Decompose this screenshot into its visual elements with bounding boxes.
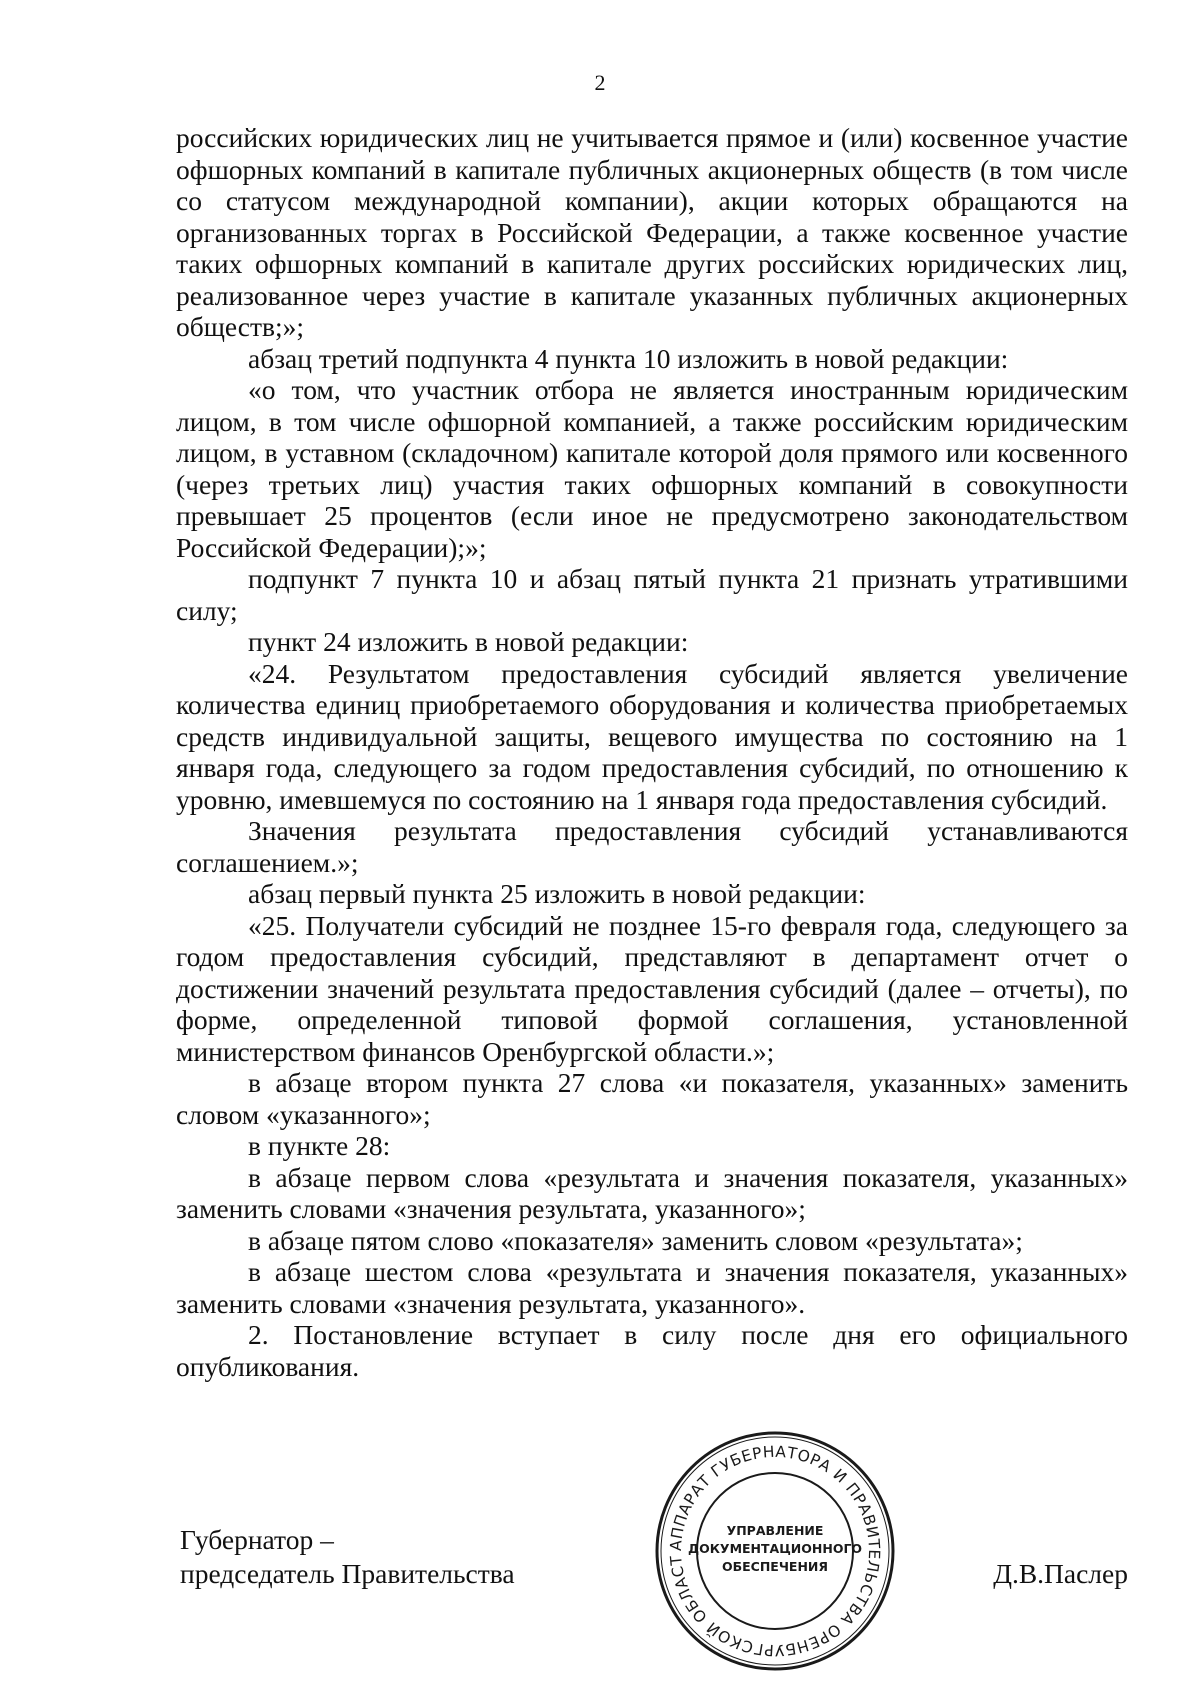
paragraph: подпункт 7 пункта 10 и абзац пятый пункта 21 признать утратившими силу; (176, 563, 1128, 626)
paragraph: абзац третий подпункта 4 пункта 10 изложить в новой редакции: (248, 342, 1009, 374)
svg-text:ОБЕСПЕЧЕНИЯ: ОБЕСПЕЧЕНИЯ (721, 1559, 829, 1574)
paragraph: в абзаце втором пункта 27 слова «и показателя, указанных» заменить словом «указанного»; (176, 1067, 1128, 1130)
paragraph: пункт 24 изложить в новой редакции: (248, 626, 689, 657)
paragraph: «о том, что участник отбора не является иностранным юридическим лицом, в том числе офшорной компанией, а также российским юридическим лицом, в уставном (складочном) капитале которой доля прямого или косвенного (через третьих лиц) участия таких офшорных компаний в совокупности превышает 25 процентов (если иное не предусмотрено законодательством Российской Федерации);»; (176, 374, 1128, 563)
paragraph: 2. Постановление вступает в силу после дня его официального опубликования. (176, 1319, 1128, 1382)
paragraph: абзац первый пункта 25 изложить в новой редакции: (248, 878, 866, 909)
paragraph: в абзаце первом слова «результата и значения показателя, указанных» заменить словами «значения результата, указанного»; (176, 1161, 1128, 1224)
signatory-name: Д.В.Паслер (993, 1558, 1128, 1589)
page-number: 2 (594, 70, 606, 95)
paragraph: российских юридических лиц не учитывается прямое и (или) косвенное участие офшорных компаний в капитале публичных акционерных обществ (в том числе со статусом международной компании), акции которых обращаются на организованных торгах в Российской Федерации, а также косвенное участие таких офшорных компаний в капитале других российских юридических лиц, реализованное через участие в капитале указанных публичных акционерных обществ;»; (176, 122, 1128, 342)
document-body (176, 122, 1128, 1382)
signatory-title-line: председатель Правительства (180, 1558, 515, 1589)
paragraph: в абзаце шестом слова «результата и значения показателя, указанных» заменить словами «значения результата, указанного». (176, 1256, 1128, 1319)
signatory-title-line: Губернатор – (180, 1524, 334, 1555)
paragraph: в пункте 28: (248, 1130, 391, 1161)
official-seal (652, 1428, 898, 1674)
signatory-title (180, 1523, 515, 1591)
paragraph: «24. Результатом предоставления субсидий является увеличение количества единиц приобретаемого оборудования и количества приобретаемых средств индивидуальной защиты, вещевого имущества по состоянию на 1 января года, следующего за годом предоставления субсидий, по отношению к уровню, имевшемуся по состоянию на 1 января года предоставления субсидий. (176, 657, 1128, 815)
svg-text:АППАРАТ ГУБЕРНАТОРА И ПРАВИТЕЛ: АППАРАТ ГУБЕРНАТОРА И ПРАВИТЕЛЬСТВА ОРЕНБУРГСКОЙ ОБЛАСТ (666, 1442, 884, 1660)
paragraph: Значения результата предоставления субсидий устанавливаются соглашением.»; (176, 815, 1128, 878)
paragraph: в абзаце пятом слово «показателя» заменить словом «результата»; (248, 1224, 1023, 1256)
paragraph: «25. Получатели субсидий не позднее 15-го февраля года, следующего за годом предоставления субсидий, представляют в департамент отчет о достижении значений результата предоставления субсидий (далее – отчеты), по форме, определенной типовой формой соглашения, установленной министерством финансов Оренбургской области.»; (176, 909, 1128, 1067)
svg-text:ДОКУМЕНТАЦИОННОГО: ДОКУМЕНТАЦИОННОГО (687, 1541, 863, 1556)
svg-text:УПРАВЛЕНИЕ: УПРАВЛЕНИЕ (726, 1523, 824, 1538)
